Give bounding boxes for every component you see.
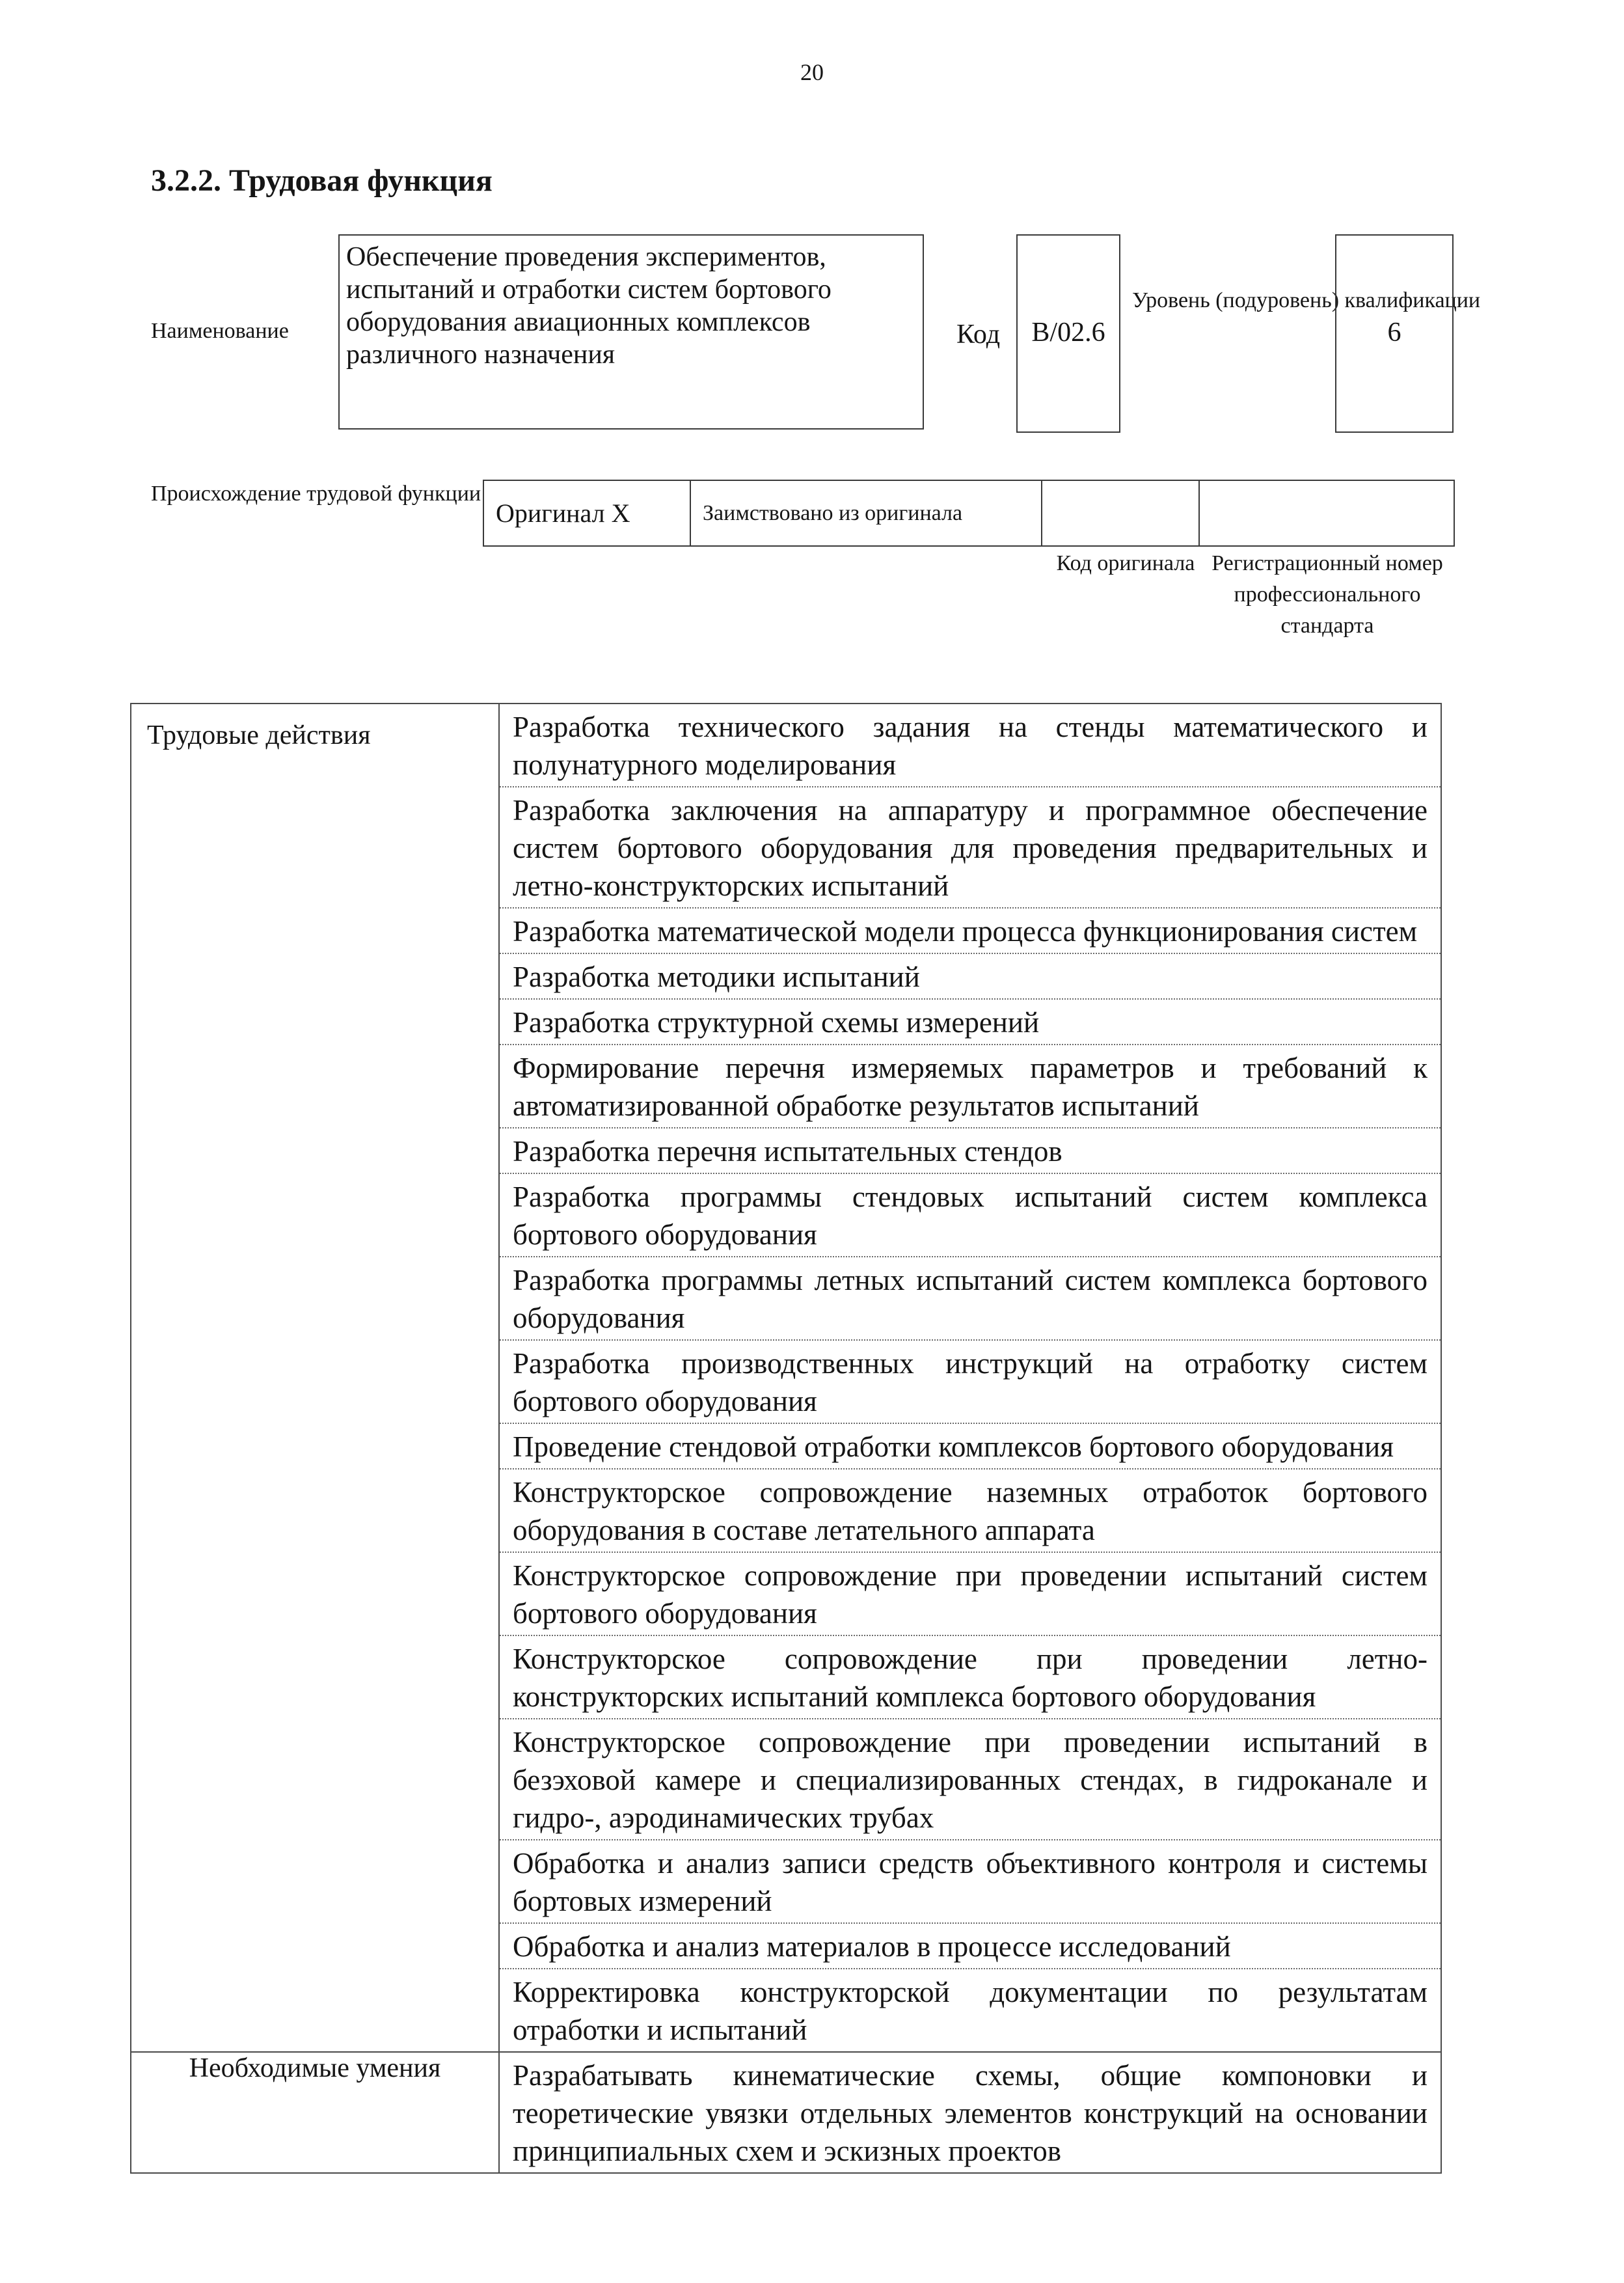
labor-action-item: Конструкторское сопровождение при проведении испытаний в безэховой камере и специализированных стендах, в гидроканале и гидро-, аэродинамических трубах — [500, 1719, 1441, 1840]
skills-row — [131, 2052, 1441, 2173]
labor-action-item: Разработка структурной схемы измерений — [500, 1000, 1441, 1045]
original-code-caption: Код оригинала — [1056, 551, 1195, 575]
skill-item: Разрабатывать кинематические схемы, общие компоновки и теоретические увязки отдельных элементов конструкций на основании принципиальных схем и эскизных проектов — [513, 2059, 1428, 2167]
code-value-box: B/02.6 — [1016, 234, 1120, 433]
labor-action-item: Разработка программы летных испытаний систем комплекса бортового оборудования — [500, 1257, 1441, 1341]
skills-label: Необходимые умения — [131, 2052, 499, 2173]
labor-action-item: Разработка заключения на аппаратуру и программное обеспечение систем бортового оборудования для проведения предварительных и летно-конструкторских испытаний — [500, 787, 1441, 909]
code-label: Код — [956, 320, 1001, 349]
labor-action-item: Проведение стендовой отработки комплексов бортового оборудования — [500, 1424, 1441, 1470]
origin-borrowed-cell: Заимствовано из оригинала — [690, 480, 1042, 547]
section-heading: 3.2.2. Трудовая функция — [151, 163, 493, 198]
labor-action-item: Разработка математической модели процесса функционирования систем — [500, 909, 1441, 954]
function-name-box: Обеспечение проведения экспериментов, испытаний и отработки систем бортового оборудования авиационных комплексов различного назначения — [338, 234, 924, 430]
function-details-table — [130, 703, 1442, 2174]
origin-table — [483, 480, 1455, 547]
registration-number-caption: Регистрационный номер профессионального стандарта — [1211, 551, 1443, 638]
origin-code-cell — [1041, 480, 1200, 547]
labor-action-item: Формирование перечня измеряемых параметров и требований к автоматизированной обработке результатов испытаний — [500, 1045, 1441, 1128]
labor-actions-list — [499, 704, 1441, 2052]
labor-actions-row — [131, 704, 1441, 2052]
page-number: 20 — [800, 59, 824, 85]
labor-action-item: Конструкторское сопровождение при проведении летно-конструкторских испытаний комплекса бортового оборудования — [500, 1636, 1441, 1719]
qualification-level-label: Уровень (подуровень) квалификации — [1132, 288, 1481, 312]
labor-action-item: Корректировка конструкторской документации по результатам отработки и испытаний — [513, 1976, 1428, 2046]
qualification-level-box: 6 — [1335, 234, 1454, 433]
origin-original-cell: Оригинал X — [483, 480, 691, 547]
labor-action-item: Конструкторское сопровождение при проведении испытаний систем бортового оборудования — [500, 1553, 1441, 1636]
labor-action-item: Конструкторское сопровождение наземных отработок бортового оборудования в составе летательного аппарата — [500, 1470, 1441, 1553]
labor-actions-label: Трудовые действия — [131, 704, 499, 2052]
labor-action-item: Обработка и анализ записи средств объективного контроля и системы бортовых измерений — [500, 1840, 1441, 1924]
origin-label: Происхождение трудовой функции — [151, 482, 481, 506]
labor-action-item: Разработка методики испытаний — [500, 954, 1441, 1000]
labor-action-item: Обработка и анализ материалов в процессе исследований — [500, 1924, 1441, 1969]
origin-reg-number-cell — [1198, 480, 1455, 547]
name-label: Наименование — [151, 319, 289, 343]
labor-action-item: Разработка технического задания на стенды математического и полунатурного моделирования — [500, 704, 1441, 787]
skills-list — [499, 2052, 1441, 2173]
labor-action-item: Разработка перечня испытательных стендов — [500, 1128, 1441, 1174]
labor-action-item: Разработка программы стендовых испытаний систем комплекса бортового оборудования — [500, 1174, 1441, 1257]
labor-action-item: Разработка производственных инструкций на отработку систем бортового оборудования — [500, 1341, 1441, 1424]
